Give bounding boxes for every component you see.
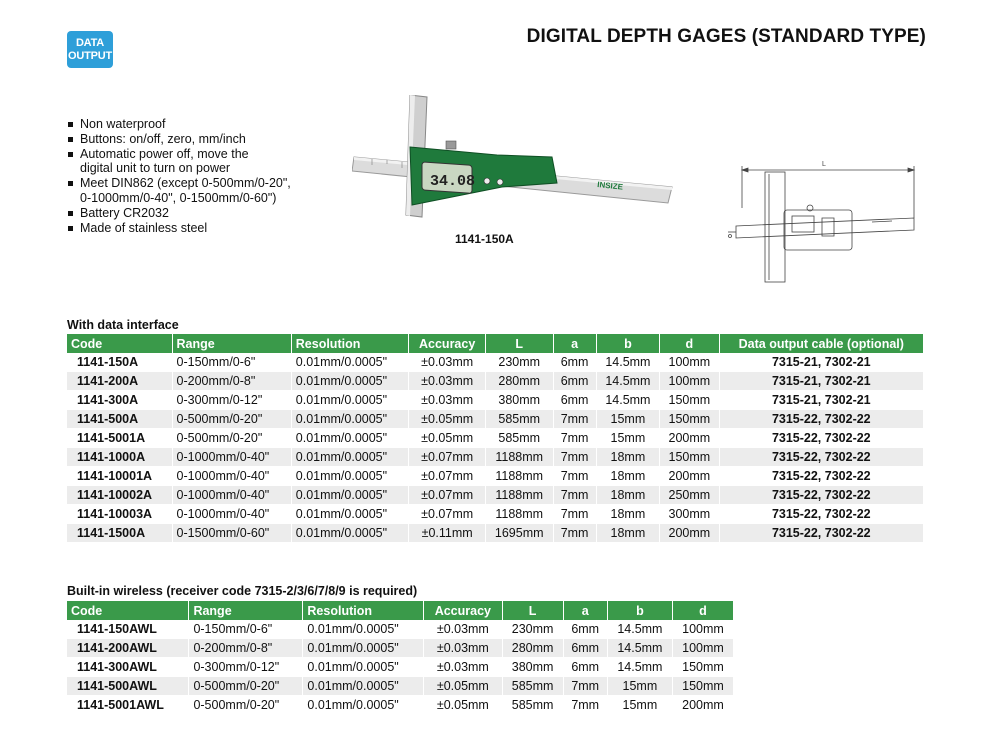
table-cell: 150mm	[660, 410, 719, 429]
table-row	[67, 372, 924, 391]
table-cell: 380mm	[502, 658, 563, 677]
table-cell: 14.5mm	[607, 658, 672, 677]
table-cell: 7mm	[553, 410, 596, 429]
table-cell: 0-150mm/0-6"	[172, 353, 291, 372]
table-cell: 7315-22, 7302-22	[719, 524, 923, 543]
data-output-badge	[67, 31, 113, 68]
column-header: Range	[172, 334, 291, 353]
table-cell: 7315-21, 7302-21	[719, 372, 923, 391]
table-row	[67, 410, 924, 429]
table-cell: 0.01mm/0.0005"	[303, 677, 424, 696]
column-header: Resolution	[303, 601, 424, 620]
table-cell: 0-1000mm/0-40"	[172, 486, 291, 505]
feature-item: Non waterproof	[68, 117, 291, 132]
table-row	[67, 353, 924, 372]
column-header: L	[485, 334, 553, 353]
column-header: Accuracy	[409, 334, 486, 353]
table-cell: ±0.03mm	[424, 639, 503, 658]
feature-item-continuation: digital unit to turn on power	[80, 161, 231, 176]
data-interface-table	[67, 334, 924, 543]
table-cell: 7315-21, 7302-21	[719, 391, 923, 410]
table-cell: 0.01mm/0.0005"	[291, 410, 409, 429]
product-code-cell: 1141-500AWL	[67, 677, 189, 696]
table-cell: 150mm	[660, 391, 719, 410]
table-cell: 18mm	[596, 505, 660, 524]
wireless-table	[67, 601, 734, 715]
table-cell: ±0.05mm	[424, 677, 503, 696]
table-cell: 6mm	[553, 353, 596, 372]
table-cell: 585mm	[485, 410, 553, 429]
table-row	[67, 524, 924, 543]
table-cell: 18mm	[596, 448, 660, 467]
table-cell: 7315-22, 7302-22	[719, 410, 923, 429]
table-cell: 6mm	[563, 620, 607, 639]
table-cell: 0.01mm/0.0005"	[303, 639, 424, 658]
product-code-cell: 1141-5001A	[67, 429, 172, 448]
feature-list	[68, 117, 291, 235]
feature-item: Buttons: on/off, zero, mm/inch	[68, 132, 291, 147]
feature-item: Made of stainless steel	[68, 221, 291, 236]
table-cell: 15mm	[607, 677, 672, 696]
product-code-cell: 1141-300AWL	[67, 658, 189, 677]
table-cell: 0.01mm/0.0005"	[291, 429, 409, 448]
table-cell: 6mm	[563, 639, 607, 658]
page-title: DIGITAL DEPTH GAGES (STANDARD TYPE)	[526, 26, 926, 47]
product-code-cell: 1141-200A	[67, 372, 172, 391]
table-cell: 7mm	[563, 677, 607, 696]
table-cell: 0-300mm/0-12"	[189, 658, 303, 677]
table-cell: 7315-22, 7302-22	[719, 467, 923, 486]
table-cell: ±0.05mm	[409, 429, 486, 448]
table-row	[67, 448, 924, 467]
table-cell: ±0.11mm	[409, 524, 486, 543]
product-photo	[352, 95, 682, 220]
table-cell: 0-500mm/0-20"	[189, 696, 303, 715]
table-cell: 7mm	[553, 486, 596, 505]
table-row	[67, 620, 734, 639]
table-row	[67, 391, 924, 410]
table-row	[67, 677, 734, 696]
table-cell: 14.5mm	[607, 639, 672, 658]
column-header: Resolution	[291, 334, 409, 353]
table-cell: 0.01mm/0.0005"	[291, 391, 409, 410]
product-code-cell: 1141-1000A	[67, 448, 172, 467]
table-cell: 0-1000mm/0-40"	[172, 505, 291, 524]
column-header: a	[553, 334, 596, 353]
table-cell: ±0.03mm	[409, 391, 486, 410]
table-cell: 7315-22, 7302-22	[719, 505, 923, 524]
product-code-cell: 1141-200AWL	[67, 639, 189, 658]
table-cell: 380mm	[485, 391, 553, 410]
table-cell: 7mm	[553, 467, 596, 486]
table-cell: ±0.03mm	[424, 620, 503, 639]
table-cell: 1188mm	[485, 467, 553, 486]
feature-item: Automatic power off, move the	[68, 147, 291, 162]
table-cell: 6mm	[553, 391, 596, 410]
table-cell: 6mm	[563, 658, 607, 677]
table-cell: ±0.07mm	[409, 505, 486, 524]
table-cell: 150mm	[660, 448, 719, 467]
lcd-readout: 34.08	[430, 173, 476, 190]
table-cell: 14.5mm	[596, 353, 660, 372]
feature-item-continuation: 0-1000mm/0-40", 0-1500mm/0-60")	[80, 190, 277, 205]
badge-line-2: OUTPUT	[67, 49, 113, 62]
table-cell: 7mm	[563, 696, 607, 715]
table-cell: 7315-22, 7302-22	[719, 429, 923, 448]
table-cell: 100mm	[672, 620, 733, 639]
column-header: b	[596, 334, 660, 353]
table-cell: 150mm	[672, 658, 733, 677]
table-cell: 1188mm	[485, 448, 553, 467]
table-cell: 1188mm	[485, 505, 553, 524]
table-row	[67, 486, 924, 505]
table-row	[67, 639, 734, 658]
column-header: Code	[67, 601, 189, 620]
product-code-cell: 1141-10002A	[67, 486, 172, 505]
table-cell: 0-300mm/0-12"	[172, 391, 291, 410]
column-header: Data output cable (optional)	[719, 334, 923, 353]
dimension-label-l: L	[822, 161, 826, 168]
table-cell: 585mm	[485, 429, 553, 448]
table-cell: 0-500mm/0-20"	[189, 677, 303, 696]
table-row	[67, 658, 734, 677]
table-cell: 585mm	[502, 696, 563, 715]
table-cell: 280mm	[502, 639, 563, 658]
table-cell: 0.01mm/0.0005"	[291, 486, 409, 505]
table-cell: 7315-21, 7302-21	[719, 353, 923, 372]
table-cell: 0-1000mm/0-40"	[172, 448, 291, 467]
product-code-cell: 1141-300A	[67, 391, 172, 410]
table-row	[67, 505, 924, 524]
table-cell: 7315-22, 7302-22	[719, 448, 923, 467]
column-header: b	[607, 601, 672, 620]
table-cell: 15mm	[596, 410, 660, 429]
table-cell: 200mm	[660, 467, 719, 486]
table-cell: 200mm	[660, 429, 719, 448]
feature-item: Meet DIN862 (except 0-500mm/0-20",	[68, 176, 291, 191]
product-code-cell: 1141-150AWL	[67, 620, 189, 639]
brand-logo: INSIZE	[596, 180, 624, 192]
table-cell: 7315-22, 7302-22	[719, 486, 923, 505]
table-cell: 0-500mm/0-20"	[172, 429, 291, 448]
table-cell: ±0.07mm	[409, 467, 486, 486]
table-cell: 7mm	[553, 448, 596, 467]
feature-item: Battery CR2032	[68, 206, 291, 221]
product-code-cell: 1141-500A	[67, 410, 172, 429]
product-code-cell: 1141-150A	[67, 353, 172, 372]
product-code-cell: 1141-1500A	[67, 524, 172, 543]
dimension-drawing	[722, 158, 924, 283]
table-row	[67, 696, 734, 715]
table-cell: 0.01mm/0.0005"	[291, 467, 409, 486]
section-title-data-interface: With data interface	[67, 318, 179, 332]
badge-line-1: DATA	[75, 36, 105, 49]
table-cell: 200mm	[672, 696, 733, 715]
table-cell: 150mm	[672, 677, 733, 696]
table-cell: 100mm	[660, 372, 719, 391]
table-cell: 7mm	[553, 524, 596, 543]
table-cell: 15mm	[596, 429, 660, 448]
table-cell: ±0.07mm	[409, 486, 486, 505]
table-cell: 18mm	[596, 524, 660, 543]
table-row	[67, 467, 924, 486]
table-cell: 250mm	[660, 486, 719, 505]
table-cell: 14.5mm	[607, 620, 672, 639]
table-cell: 0-150mm/0-6"	[189, 620, 303, 639]
column-header: d	[660, 334, 719, 353]
table-cell: 0.01mm/0.0005"	[291, 448, 409, 467]
table-cell: 230mm	[485, 353, 553, 372]
table-cell: 6mm	[553, 372, 596, 391]
table-cell: ±0.07mm	[409, 448, 486, 467]
table-cell: 200mm	[660, 524, 719, 543]
column-header: Accuracy	[424, 601, 503, 620]
table-cell: 585mm	[502, 677, 563, 696]
table-cell: 100mm	[660, 353, 719, 372]
column-header: d	[672, 601, 733, 620]
table-cell: 14.5mm	[596, 372, 660, 391]
table-cell: 0-200mm/0-8"	[189, 639, 303, 658]
table-cell: 7mm	[553, 505, 596, 524]
table-cell: 7mm	[553, 429, 596, 448]
table-cell: 1188mm	[485, 486, 553, 505]
table-cell: 0-1500mm/0-60"	[172, 524, 291, 543]
column-header: Range	[189, 601, 303, 620]
table-cell: ±0.03mm	[409, 353, 486, 372]
product-code-cell: 1141-5001AWL	[67, 696, 189, 715]
column-header: a	[563, 601, 607, 620]
table-cell: 300mm	[660, 505, 719, 524]
table-cell: 0-500mm/0-20"	[172, 410, 291, 429]
table-cell: 0-200mm/0-8"	[172, 372, 291, 391]
section-title-wireless: Built-in wireless (receiver code 7315-2/3/6/7/8/9 is required)	[67, 584, 418, 598]
product-code-cell: 1141-10001A	[67, 467, 172, 486]
table-cell: 1695mm	[485, 524, 553, 543]
table-cell: ±0.05mm	[409, 410, 486, 429]
table-cell: 0.01mm/0.0005"	[291, 372, 409, 391]
column-header: L	[502, 601, 563, 620]
table-cell: 0-1000mm/0-40"	[172, 467, 291, 486]
table-cell: 0.01mm/0.0005"	[303, 620, 424, 639]
table-cell: 14.5mm	[596, 391, 660, 410]
table-cell: ±0.03mm	[409, 372, 486, 391]
table-cell: 0.01mm/0.0005"	[291, 505, 409, 524]
photo-caption: 1141-150A	[455, 232, 514, 246]
table-cell: 15mm	[607, 696, 672, 715]
table-cell: 0.01mm/0.0005"	[291, 524, 409, 543]
table-cell: 18mm	[596, 467, 660, 486]
table-cell: 230mm	[502, 620, 563, 639]
product-code-cell: 1141-10003A	[67, 505, 172, 524]
table-cell: 0.01mm/0.0005"	[303, 658, 424, 677]
table-cell: ±0.05mm	[424, 696, 503, 715]
table-cell: 100mm	[672, 639, 733, 658]
table-cell: 0.01mm/0.0005"	[291, 353, 409, 372]
table-cell: 18mm	[596, 486, 660, 505]
table-row	[67, 429, 924, 448]
table-cell: 280mm	[485, 372, 553, 391]
table-cell: ±0.03mm	[424, 658, 503, 677]
table-cell: 0.01mm/0.0005"	[303, 696, 424, 715]
column-header: Code	[67, 334, 172, 353]
